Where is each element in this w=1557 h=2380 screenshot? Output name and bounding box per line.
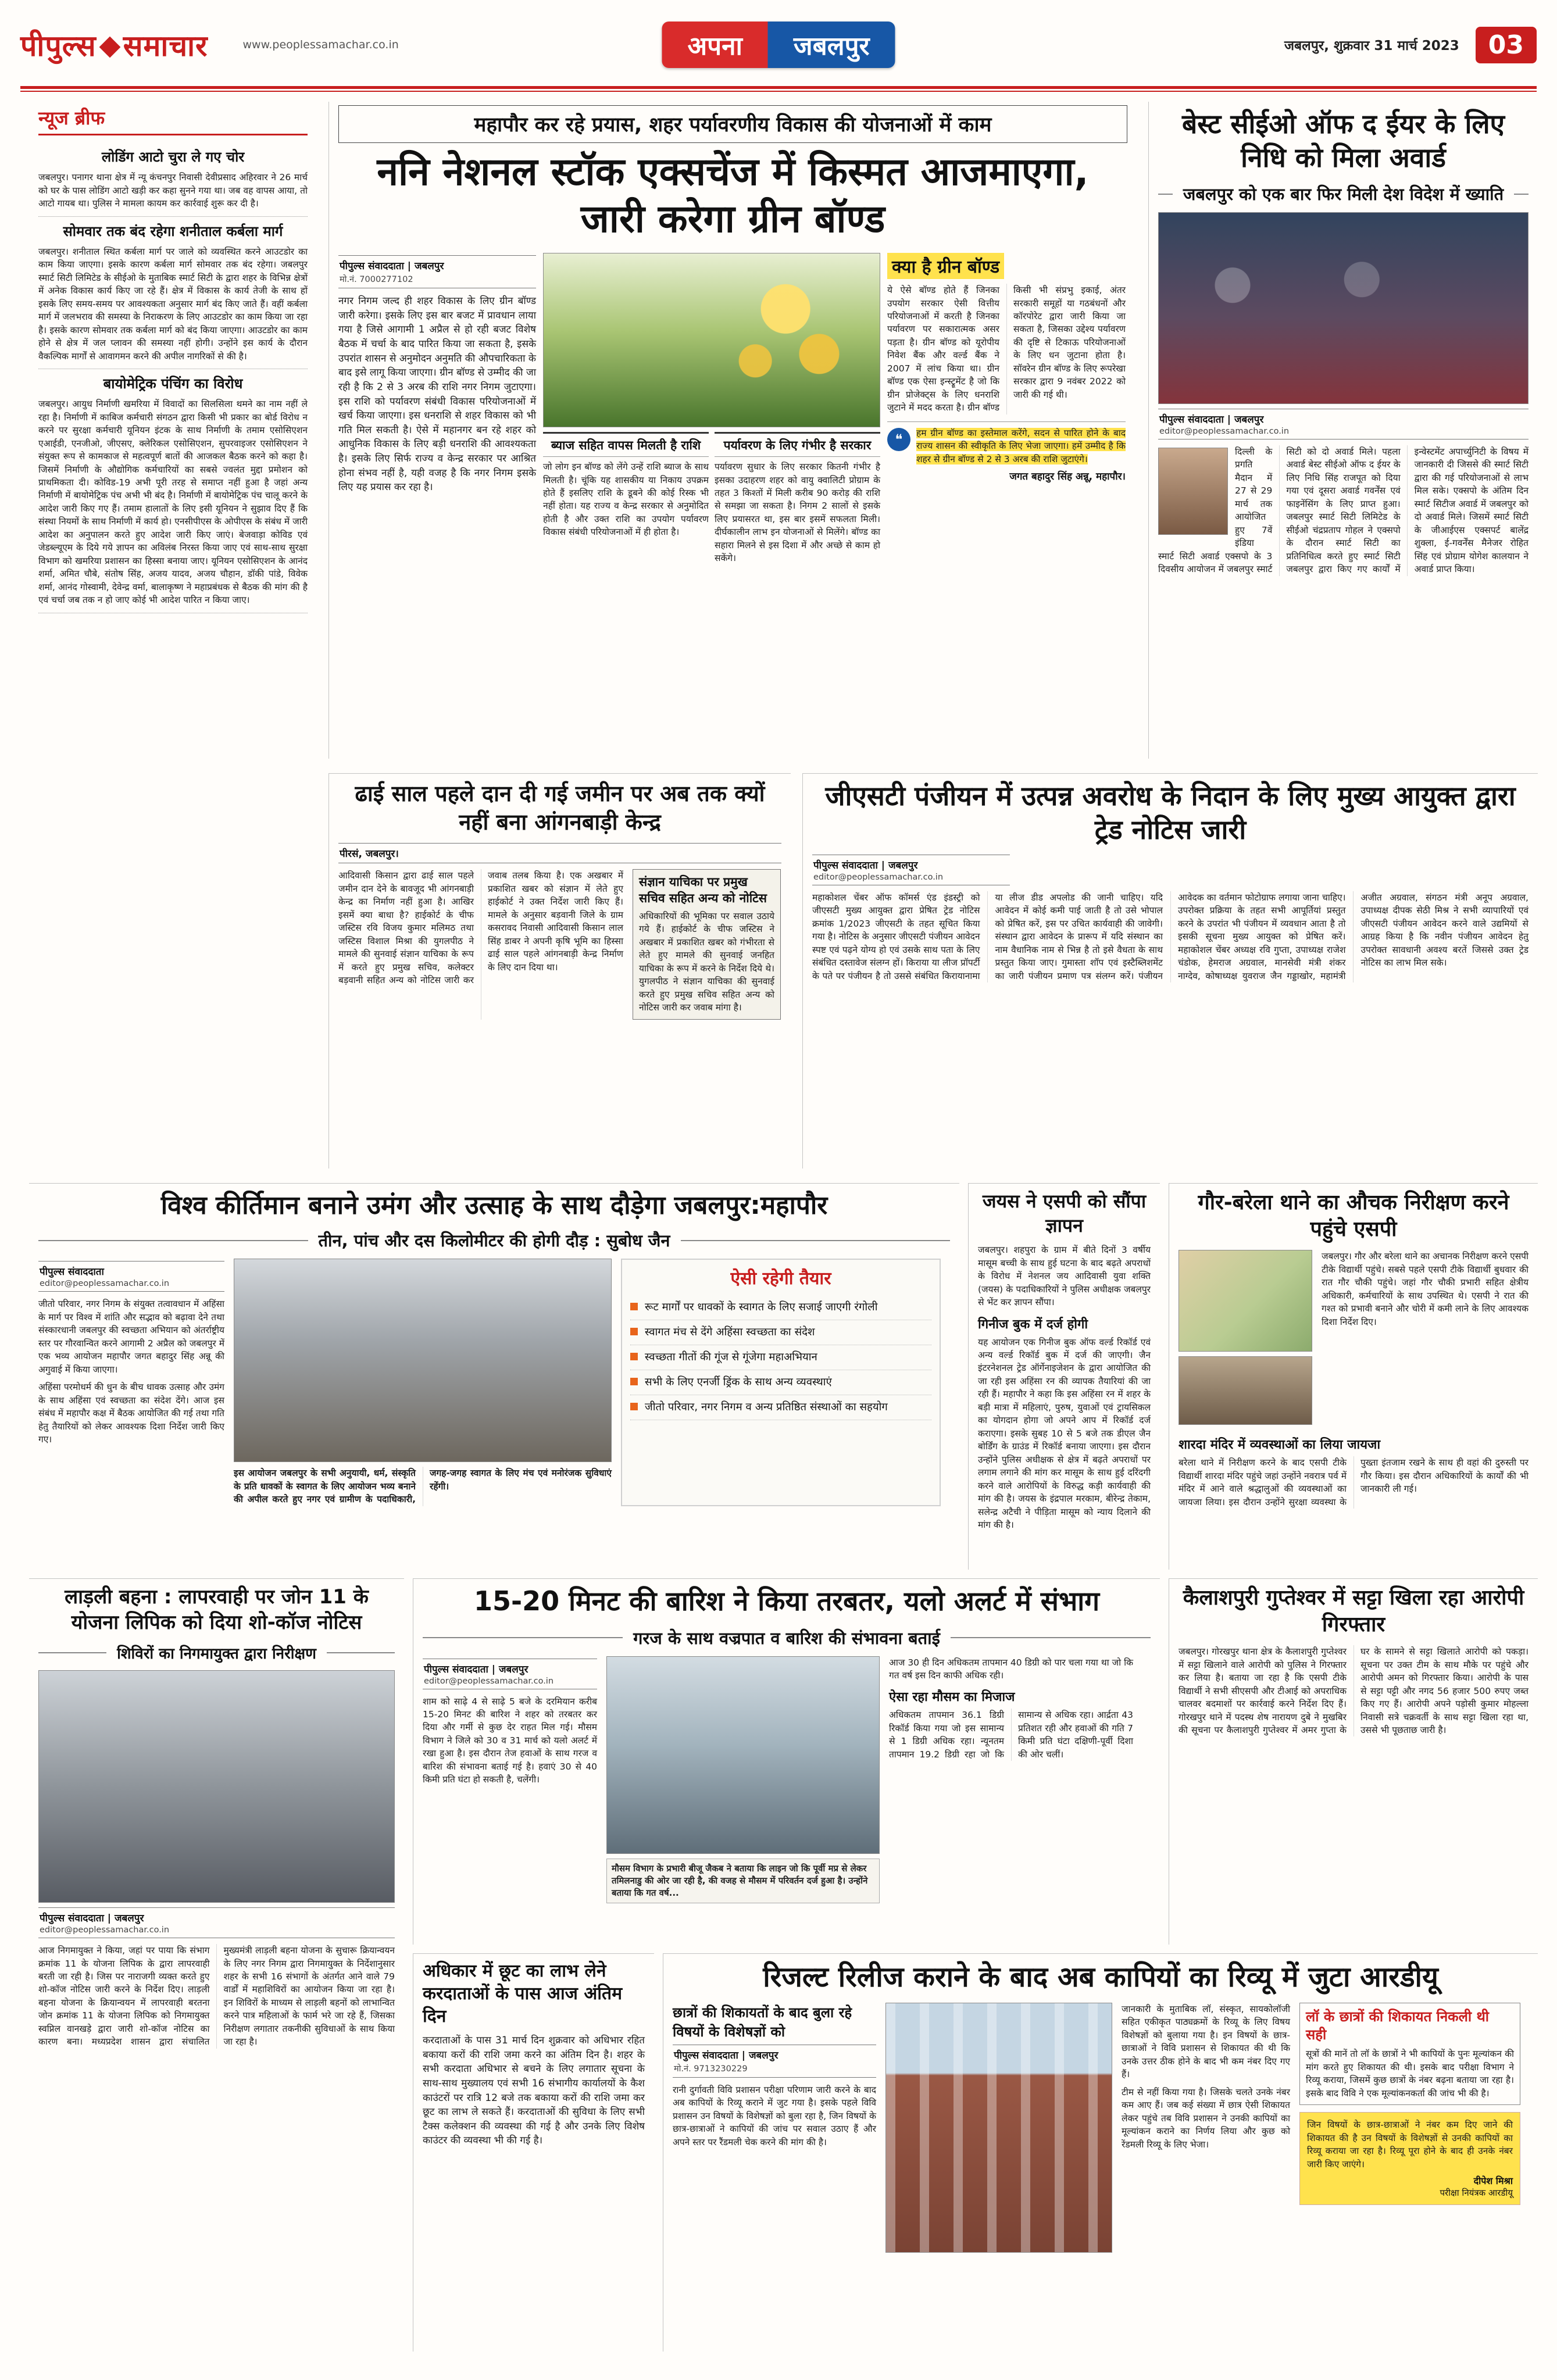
ladli-body: आज निगमायुक्त ने किया, जहां पर पाया कि संभाग क्रमांक 11 के योजना लिपिक के द्वारा लापरवाही बरती जा रही है। जिस पर नाराजगी व्यक्त करते हुए शो-कॉज नोटिस जारी करने के निर्देश दिए। लाड़ली बहना योजना के क्रियान्वयन में लापरवाही बरतना जोन क्रमांक 11 के योजना लिपिक को निगमायुक्त स्वप्निल वानखड़े द्वारा जारी शो-कॉज नोटिस का कारण बना। मध्यप्रदेश शासन द्वारा संचालित मुख्यमंत्री लाड़ली बहना योजना के सुचारू क्रियान्वयन के लिए नगर निगम द्वारा निगमायुक्त के निर्देशानुसार शहर के सभी 16 संभागों के अंतर्गत आने वाले 79 वार्डों में महाशिविरों का आयोजन किया जा रहा है। इन शिविरों के माध्यम से लाड़ली बहनों को लाभान्वित करने पात्र महिलाओं के फार्म भरे जा रहे हैं, जिसका निरीक्षण लगातार तकनीकी सुविधाओं के साथ किया जा रहा है। <box>38 1945 395 2047</box>
logo-emblem-icon <box>99 36 120 58</box>
satta-body: जबलपुर। गोरखपुर थाना क्षेत्र के कैलाशपुरी गुप्तेश्वर में सट्टा खिलाने वाले आरोपी को पुलिस ने गिरफ्तार कर लिया है। बताया जा रहा है कि एसपी टीके विद्यार्थी ने सभी सीएसपी और टीआई को अपराधिक चालवर बदमाशों पर कार्रवाई करने निर्देश दिए हैं। गोरखपुर थाने में पदस्थ शेष नारायण दुबे ने मुखबिर की सूचना पर कैलाशपुरी गुप्तेश्वर में अमर गुप्ता के घर के सामने से सट्टा खिलाते आरोपी को पकड़ा। सूचना पर उक्त टीम के साथ मौके पर पहुंचे और आरोपी अमन को गिरफ्तार किया। आरोपी के पास से सट्टा पट्टी और नगद 56 हजार 500 रुपए जब्त किए गए हैं। आरोपी अपने पड़ोसी कुमार मोहल्ला निवासी सत्रे चक्रवर्ती के साथ सट्टा खिला रहा था, उससे भी पूछताछ जारी है। <box>1179 1646 1529 1735</box>
byline: पीपुल्स संवाददाता | जबलपुर <box>340 260 444 273</box>
byline: पीरसं, जबलपुर। <box>340 848 399 860</box>
green-bond-right-column <box>887 253 1126 565</box>
award-subhead-text: जबलपुर को एक बार फिर मिली देश विदेश में ख्याति <box>1183 184 1504 204</box>
rdu-middle-text-column <box>1122 2003 1290 2257</box>
jays-body-2: यह आयोजन एक गिनीज बुक ऑफ वर्ल्ड रिकॉर्ड एवं अन्य वर्ल्ड रिकॉर्ड बुक में दर्ज की जाएगी। जैन इंटरनेशनल ट्रेड ऑर्गेनाइजेशन के द्वारा आयोजित की जा रही इस अहिंसा रन की व्यापक तैयारियां की जा रही हैं। महापौर ने कहा कि इस अहिंसा रन में शहर के बड़ी मात्रा में महिलाएं, पुरुष, युवाओं एवं ट्रायसिकल का योगदान होगा जो अपने आप में रिकॉर्ड दर्ज कराएगा। इसके सुबह 10 से 5 बजे तक डीएल जैन बोर्डिंग के ग्राउंड में रिकॉर्ड बनाया जाएगा। इस दौरान उन्होंने पुलिस अधीक्षक से क्षेत्र में बढ़ते अपराधों पर लगाम लगाने की मांग कर मासूम के साथ हुई दरिंदगी करने वाले आरोपियों के विरुद्ध कड़ी कार्यवाही की मांग की है। जयस के इंद्रपाल मरकाम, बीरेन्द्र तेकाम, सलेन्द्र अटैची ने पीड़िता मासूम को न्याय दिलाने की मांग की है। <box>978 1336 1151 1531</box>
article-rdu-review <box>663 1953 1538 2352</box>
police-station-photo <box>1179 1356 1312 1425</box>
what-is-green-bond-title: क्या है ग्रीन बॉण्ड <box>887 253 1004 279</box>
award-subhead <box>1158 183 1529 205</box>
quote-icon: ❝ <box>887 428 910 451</box>
contact-email: editor@peoplessamachar.co.in <box>424 1676 554 1686</box>
preparation-box <box>621 1259 941 1506</box>
preparation-item: स्वागत मंच से देंगे अहिंसा स्वच्छता का संदेश <box>630 1320 931 1345</box>
interest-return-box <box>543 432 709 565</box>
subbox-body: पर्यावरण सुधार के लिए सरकार कितनी गंभीर है इसका उदाहरण शहर को वायु क्वालिटी प्रोग्राम के तहत 3 किश्तों में मिली करीब 90 करोड़ की राशि से समझा जा सकता है। निगम 2 सालों से इसके लिए प्रयासरत था, इस बार इसमें सफलता मिली। दीर्घकालीन लाभ इन योजनाओं से मिलेंगे। बॉण्ड का सहारा मिलने से इस दिशा में और अच्छे से काम हो सकेंगे। <box>715 462 880 564</box>
contact-email: editor@peoplessamachar.co.in <box>813 873 944 882</box>
controller-quote-title: परीक्षा नियंत्रक आरडीयू <box>1440 2188 1513 2199</box>
jays-headline: जयस ने एसपी को सौंपा ज्ञापन <box>982 1190 1147 1237</box>
rain-street-photo <box>606 1656 880 1854</box>
byline: पीपुल्स संवाददाता | जबलपुर <box>674 2050 779 2061</box>
rain-subhead-text: गरज के साथ वज्रपात व बारिश की संभावना बताई <box>633 1628 940 1648</box>
byline: पीपुल्स संवाददाता | जबलपुर <box>1159 414 1264 426</box>
guinness-crosshead: गिनीज बुक में दर्ज होगी <box>978 1317 1088 1332</box>
law-complaint-body: सूत्रों की मानें तो लॉ के छात्रों ने भी कापियों के पुनः मूल्यांकन की मांग करते हुए शिकायत की थी। इसके बाद परीक्षा विभाग ने रिव्यू कराया, जिसमें कुछ छात्रों के नंबर बढ़ना बताया जा रहा है। इसके बाद विवि ने एक मूल्यांकनकर्ता की जांच भी की है। <box>1306 2049 1514 2099</box>
aanganwadi-body: आदिवासी किसान द्वारा ढाई साल पहले जमीन दान देने के बावजूद भी आंगनबाड़ी केन्द्र का निर्माण नहीं हुआ है। आखिर इसमें क्या बाधा है? हाईकोर्ट के चीफ जस्टिस रवि विजय कुमार मलिमठ तथा जस्टिस विशाल मिश्रा की युगलपीठ ने मामले की सुनवाई संज्ञान याचिका के रूप में करते हुए प्रमुख सचिव, कलेक्टर बड़वानी सहित अन्य को नोटिस जारी कर जवाब तलब किया है। एक अखबार में प्रकाशित खबर को संज्ञान में लेते हुए हाईकोर्ट ने उक्त निर्देश जारी किए हैं। मामले के अनुसार बड़वानी जिले के ग्राम कसरावद निवासी आदिवासी किसान लाल सिंह डाबर ने अपनी कृषि भूमि का हिस्सा ढाई साल पहले आंगनबाड़ी केन्द्र निर्माण के लिए दान दिया था। <box>338 870 623 985</box>
preparation-item: जीतो परिवार, नगर निगम व अन्य प्रतिष्ठित संस्थाओं का सहयोग <box>630 1395 931 1420</box>
green-bond-body: नगर निगम जल्द ही शहर विकास के लिए ग्रीन बॉण्ड जारी करेगा। इसके लिए इस बार बजट में प्रावधान लाया गया है जिसे आगामी 1 अप्रैल से हो रही बजट विशेष बैठक में चर्चा के बाद पारित किया जा सकता है, इसके उपरांत शासन से अनुमोदन अनुमति की औपचारिकता के बाद इसे लागू किया जाएगा। ग्रीन बॉण्ड से उम्मीद की जा रही है कि 2 से 3 अरब की राशि नगर निगम जुटाएगा। इस राशि को पर्यावरण संबंधी विकास परियोजनाओं में खर्च किया जाएगा। इस धनराशि से शहर विकास को भी गति मिल सकती है। ऐसे में महानगर बन रहे शहर को आधुनिक विकास के लिए बड़ी धनराशि की आवश्यकता है। इसके लिए सिर्फ राज्य व केन्द्र सरकार पर आश्रित होना संभव नहीं है, यही वजह है कि नगर निगम इसके लिए यह प्रयास कर रहा है। <box>338 295 536 494</box>
green-bond-left-column <box>338 253 536 565</box>
jays-body: जबलपुर। शहपुरा के ग्राम में बीते दिनों 3 वर्षीय मासूम बच्ची के साथ हुई घटना के बाद बढ़ते अपराधों के विरोध में नेशनल जय आदिवासी युवा शक्ति (जयस) के पदाधिकारियों ने पुलिस अधीक्षक जबलपुर से भेंट कर ज्ञापन सौंपा। <box>978 1245 1151 1308</box>
byline-bar <box>1158 409 1529 439</box>
rdu-subhead: छात्रों की शिकायतों के बाद बुला रहे विषयों के विशेषज्ञों को <box>673 2004 852 2040</box>
run-body-2: अहिंसा परमोधर्म की धुन के बीच धावक उत्साह और उमंग के साथ अहिंसा एवं स्वच्छता का संदेश देंगे। आज इस संबंध में महापौर कक्ष में बैठक आयोजित की गई तथा गति हेतु तैयारियों को लेकर आवश्यक दिशा निर्देश जारी किए गए। <box>38 1382 224 1445</box>
article-green-bond <box>328 102 1137 759</box>
contact-number: मो.नं. 7000277102 <box>340 275 413 285</box>
run-subhead <box>38 1229 950 1252</box>
gst-headline: जीएसटी पंजीयन में उत्पन्न अवरोध के निदान के लिए मुख्य आयुक्त द्वारा ट्रेड नोटिस जारी <box>825 780 1516 845</box>
byline-bar <box>38 1907 395 1938</box>
news-brief-body: जबलपुर। पनागर थाना क्षेत्र में न्यू कंचनपुर निवासी देवीप्रसाद अहिरवार ने 26 मार्च को घर के पास लोडिंग आटो खड़ी कर कहा सुनने गया था। जब वह वापस आया, तो आटो गायब था। पुलिस ने मामला कायम कर कार्रवाई शुरू कर दी है। <box>38 172 308 209</box>
nidhi-portrait-photo <box>1158 448 1228 535</box>
article-gst-trade-notice <box>802 773 1538 1168</box>
rdu-body-2: जानकारी के मुताबिक लॉ, संस्कृत, सायकोलॉजी सहित एकीकृत पाठ्यक्रमों के रिव्यू के लिए विषय विशेषज्ञों को बुलाया गया है। इन विषयों के छात्र-छात्राओं ने विवि प्रशासन से शिकायत की थी कि उनके उत्तर ठीक होने के बाद भी कम नंबर दिए गए हैं। <box>1122 2004 1290 2080</box>
camp-inspection-photo <box>38 1670 395 1903</box>
rain-subhead <box>423 1627 1151 1649</box>
byline: पीपुल्स संवाददाता | जबलपुर <box>424 1663 528 1675</box>
byline-bar <box>423 1659 597 1689</box>
tax-body: करदाताओं के पास 31 मार्च दिन शुक्रवार को अधिभार रहित बकाया करों की राशि जमा करने का अंतिम दिन है। शहर के सभी करदाता अधिभार से बचने के लिए लगातार सूचना के साथ-साथ मुख्यालय एवं सभी 16 संभागीय कार्यालयों के कैश काउंटरों पर रात्रि 12 बजे तक बकाया करों की राशि जमा कर छूट का लाभ ले सकते हैं। करदाताओं की सुविधा के लिए सभी टैक्स कलेक्शन की व्यवस्था की गई है और उनके लिए विशेष काउंटर की व्यवस्था भी की गई है। <box>423 2035 645 2147</box>
satta-headline: कैलाशपुरी गुप्तेश्वर में सट्टा खिला रहा आरोपी गिरफ्तार <box>1183 1586 1524 1637</box>
news-brief-headline: लोडिंग आटो चुरा ले गए चोर <box>101 149 245 165</box>
run-subhead-text: तीन, पांच और दस किलोमीटर की होगी दौड़ : सुबोध जैन <box>318 1231 670 1251</box>
news-brief-item <box>38 217 308 369</box>
byline-bar <box>338 255 536 288</box>
rain-left-column <box>423 1656 597 1903</box>
article-best-ceo-award <box>1148 102 1538 759</box>
news-brief-item <box>38 142 308 217</box>
byline: पीपुल्स संवाददाता | जबलपुर <box>813 860 918 871</box>
sp-text-column <box>1322 1250 1529 1430</box>
subbox-body: जो लोग इन बॉण्ड को लेंगे उन्हें राशि ब्याज के साथ मिलती है। चूंकि यह शासकीय या निकाय उपक्रम होते हैं इसलिए राशि के डूबने की कोई रिस्क भी नहीं होता। यह राज्य व केन्द्र सरकार से अनुमोदित होती है और उक्त राशि का उपयोग पर्यावरण विकास संबंधी परियोजनाओं में ही होता है। <box>543 462 709 538</box>
rain-body-2: आज 30 ही दिन अधिकतम तापमान 40 डिग्री को पार चला गया था जो कि गत वर्ष इस दिन काफी अधिक रही। <box>889 1657 1133 1681</box>
green-bond-middle-column <box>543 253 880 565</box>
run-headline: विश्व कीर्तिमान बनाने उमंग और उत्साह के साथ दौड़ेगा जबलपुर:महापौर <box>160 1191 828 1220</box>
news-brief-item <box>38 369 308 613</box>
masthead <box>20 10 1537 79</box>
subbox-title: ब्याज सहित वापस मिलती है राशि <box>543 437 709 457</box>
contact-email: editor@peoplessamachar.co.in <box>40 1925 170 1935</box>
byline-bar <box>38 1261 224 1292</box>
byline-bar <box>338 843 781 863</box>
preparation-item: रूट मार्गों पर धावकों के स्वागत के लिए सजाई जाएगी रंगोली <box>630 1295 931 1320</box>
article-ladli-bahna <box>29 1578 404 2352</box>
gst-body: महाकोशल चेंबर ऑफ कॉमर्स एंड इंडस्ट्री को जीएसटी मुख्य आयुक्त द्वारा प्रेषित ट्रेड नोटिस क्रमांक 1/2023 जीएसटी के तहत सूचित किया गया है। नोटिस के अनुसार जीएसटी पंजीयन आवेदन स्पष्ट एवं पढ़ने योग्य हो एवं उसके साथ पता के लिए संबंधित दस्तावेज संलग्न हों। किराया या लीज प्रॉपर्टी के पते पर पंजीयन है तो उससे संबंधित किरायानामा या लीज डीड अपलोड की जानी चाहिए। यदि आवेदन में कोई कमी पाई जाती है तो उसे भोपाल को प्रेषित करें, इस पर उचित कार्यवाही की जावेगी। संस्थान द्वारा आवेदन के प्रारूप में यदि संस्थान का नाम वैधानिक नाम से भिन्न है तो इसे वैधता के साथ प्रस्तुत किया जाए। गुमास्ता शॉप एवं इस्टैब्लिशमेंट का जारी पंजीयन प्रमाण पत्र संलग्न करें। पंजीयन आवेदक का वर्तमान फोटोग्राफ लगाया जाना चाहिए। उपरोक्त प्रक्रिया के तहत सभी आपूर्तियां प्रस्तुत करने के उपरांत भी पंजीयन में व्यवधान आता है तो इसकी सूचना मुख्य आयुक्त को प्रेषित करें। महाकोशल चेंबर अध्यक्ष रवि गुप्ता, उपाध्यक्ष राजेश चंडोक, हेमराज अग्रवाल, मानसेवी मंत्री शंकर नाग्देव, कोषाध्यक्ष युवराज जैन गड्डाखोर, महामंत्री अजीत अग्रवाल, संगठन मंत्री अनूप अग्रवाल, उपाध्यक्ष दीपक सेठी मिश्र ने सभी व्यापारियों एवं जीएसटी पंजीयन आवेदन करने वाले उद्यमियों से आग्रह किया है कि नवीन पंजीयन आवेदन हेतु उपरोक्त सावधानी अवश्य बरतें जिससे उक्त ट्रेड नोटिस का लाभ मिल सके। <box>812 892 1529 981</box>
logo-text-right: समाचार <box>123 29 208 63</box>
law-complaint-box <box>1299 2003 1520 2105</box>
green-bond-plants-coins-photo <box>543 253 880 427</box>
notice-box-title: संज्ञान याचिका पर प्रमुख सचिव सहित अन्य को नोटिस <box>639 875 767 905</box>
what-is-green-bond-body: ये ऐसे बॉण्ड होते हैं जिनका उपयोग सरकार ऐसी वित्तीय परियोजनाओं में करती है जिनका पर्यावरण पर सकारात्मक असर पड़ता है। ग्रीन बॉण्ड को यूरोपीय निवेश बैंक और वर्ल्ड बैंक ने 2007 में लांच किया था। ग्रीन बॉण्ड एक ऐसा इन्स्ट्रूमेंट है जो कि ग्रीन प्रोजेक्ट्स के लिए धनराशि जुटाने में मदद करता है। ग्रीन बॉण्ड किसी भी संप्रभु इकाई, अंतर सरकारी समूहों या गठबंधनों और कॉरपोरेट द्वारा जारी किया जा सकता है, जिसका उद्देश्य पर्यावरण की दृष्टि से टिकाऊ परियोजनाओं के लिए धन जुटाना होता है। सॉवरेन ग्रीन बॉण्ड के लिए रूपरेखा सरकार द्वारा 9 नवंबर 2022 को जारी की गई थी। <box>887 285 1126 413</box>
ladli-subhead <box>38 1642 395 1663</box>
byline: पीपुल्स संवाददाता | जबलपुर <box>40 1913 144 1925</box>
preparation-box-title: ऐसी रहेगी तैयार <box>730 1268 831 1289</box>
sp-body-2: बरेला थाने में निरीक्षण करने के बाद एसपी टीके विद्यार्थी शारदा मंदिर पहुंचे जहां उन्होंने नवरात्र पर्व में मंदिर में आने वाले श्रद्धालुओं की व्यवस्थाओं का जायजा लिया। इस दौरान उन्होंने सुरक्षा व्यवस्था के पुख्ता इंतजाम रखने के साथ ही वहां की दुरुस्ती पर गौर किया। इस दौरान अधिकारियों के कार्यों की भी जानकारी ली गई। <box>1179 1457 1529 1507</box>
rdu-body-1: रानी दुर्गावती विवि प्रशासन परीक्षा परिणाम जारी करने के बाद अब कापियों के रिव्यू कराने में जुट गया है। इसके पहले विवि प्रशासन उन विषयों के विशेषज्ञों को बुला रहा है, जिन विषयों के छात्र-छात्राओं ने कापियों की जांच पर सवाल उठाए हैं और अपने स्तर पर रैंडमली चेक करने की मांग की है। <box>673 2085 876 2147</box>
byline-bar <box>812 855 1010 885</box>
controller-quote-box <box>1299 2112 1520 2205</box>
news-brief-body: जबलपुर। शनीताल स्थित कर्बला मार्ग पर जाले को व्यवस्थित करने आउटडोर का काम किया जाएगा। इसके कारण कर्बला मार्ग सोमवार तक बंद रहेगा। जबलपुर स्मार्ट सिटी लिमिटेड के सीईओ के मुताबिक स्मार्ट सिटी के द्वारा शहर के विभिन्न क्षेत्रों में अनेक विकास कार्य किए जा रहे हैं। क्षेत्र में विकास के कार्य तेजी के साथ हों इसके लिए समय-समय पर आवश्यकता अनुसार मार्ग बंद किए जाते हैं। वहीं कर्बला मार्ग में जलभराव की समस्या के निराकरण के लिए आउटडोर का काम किया जा रहा है। इसके कारण सोमवार तक कर्बला मार्ग को बंद किया जाएगा। आउटडोर का काम होने से क्षेत्र में जल प्लावन की समस्या नहीं होगी। उन्होंने इस कार्य के दौरान वैकल्पिक मार्गों से आवागमन करने की अपील नागरिकों से की है। <box>38 246 308 362</box>
mayor-quote-text: हम ग्रीन बॉण्ड का इस्तेमाल करेंगे, सदन से पारित होने के बाद राज्य शासन की स्वीकृति के लिए भेजा जाएगा। हमें उम्मीद है कि शहर से ग्रीन बॉण्ड से 2 से 3 अरब की राशि जुटाएंगे। <box>916 427 1126 464</box>
preparation-item: सभी के लिए एनर्जी ड्रिंक के साथ अन्य व्यवस्थाएं <box>630 1370 931 1395</box>
article-tax-deadline <box>413 1953 654 2352</box>
edition-banner-left: अपना <box>662 22 767 68</box>
newspaper-logo <box>20 25 208 65</box>
rdu-left-column <box>673 2003 876 2257</box>
news-brief-headline: बायोमेट्रिक पंचिंग का विरोध <box>103 376 243 392</box>
sp-body: जबलपुर। गौर और बरेला थाने का अचानक निरीक्षण करने एसपी टीके विद्यार्थी पहुंचे। सबसे पहले एसपी टीके विद्यार्थी बुधवार की रात गौर चौकी पहुंचे। जहां गौर चौकी प्रभारी सहित क्षेत्रीय अधिकारी, कर्मचारियों के साथ उपस्थित थे। एसपी ने रात की गश्त को प्रभावी बनाने और चोरी में कमी लाने के लिए आवश्यक दिशा निर्देश दिए। <box>1322 1251 1529 1327</box>
rdu-photo-column <box>885 2003 1112 2257</box>
masthead-rule <box>20 86 1537 92</box>
rain-body-3: अधिकतम तापमान 36.1 डिग्री रिकॉर्ड किया गया ज‍ो इस सामान्य से 1 डिग्री अधिक रहा। न्यूनतम तापमान 19.2 डिग्री रहा जो कि सामान्य से अधिक रहा। आर्द्रता 43 प्रतिशत रही और हवाओं की गति 7 किमी प्रति घंटा दक्षिणी-पूर्वी दिशा की ओर चलीं। <box>889 1710 1133 1760</box>
sp-photo-stack <box>1179 1250 1312 1430</box>
run-middle-column <box>234 1259 612 1506</box>
district-map-photo <box>1179 1250 1312 1352</box>
controller-quote-text: जिन विषयों के छात्र-छात्राओं ने नंबर कम दिए जाने की शिकायत की है उन विषयों के विशेषज्ञों से उनकी कापियों का रिव्यू कराया जा रहा है। रिव्यू पूरा होने के बाद ही उनके नंबर जारी किए जाएंगे। <box>1307 2120 1513 2170</box>
run-left-column <box>38 1259 224 1506</box>
mayor-quote <box>887 421 1126 483</box>
mayor-quote-attribution: जगत बहादुर सिंह अन्नू, महापौर। <box>1009 471 1126 483</box>
edition-banner-right: जबलपुर <box>768 22 895 68</box>
article-jays-memo <box>968 1183 1160 1570</box>
rain-headline: 15-20 मिनट की बारिश ने किया तरबतर, यलो अलर्ट में संभाग <box>473 1585 1100 1617</box>
award-ceremony-photo <box>1158 212 1529 404</box>
rain-body: शाम को साढ़े 4 से साढ़े 5 बजे के दरमियान करीब 15-20 मिनट की बारिश ने शहर को तरबतर कर दिया और गर्मी से कुछ देर राहत मिल गई। मौसम विभाग ने जिले को 30 व 31 मार्च को यलो अलर्ट में रखा हुआ है। इस दौरान तेज हवाओं के साथ गरज व बारिश की संभावना बताई गई है। हवाएं 30 से 40 किमी प्रति घंटा हो सकती है, चलेंगी। <box>423 1696 597 1785</box>
contact-email: editor@peoplessamachar.co.in <box>40 1279 170 1289</box>
aanganwadi-headline: ढाई साल पहले दान दी गई जमीन पर अब तक क्यों नहीं बना आंगनबाड़ी केन्द्र <box>355 781 765 835</box>
green-bond-headline: ननि नेशनल स्टॉक एक्सचेंज में किस्मत आजमाएगा, जारी करेगा ग्रीन बॉण्ड <box>377 149 1089 241</box>
rain-photo-caption: मौसम विभाग के प्रभारी बीजू जैकब ने बताया कि लाइन जो कि पूर्वी मप्र से लेकर तमिलनाडु की ओर जा रही है, की वजह से मौसम में परिवर्तन दर्ज हुआ है। उन्होंने बताया कि गत वर्ष... <box>606 1859 880 1903</box>
news-brief-title: न्यूज ब्रीफ <box>38 105 308 135</box>
controller-quote-attribution: दीपेश मिश्रा <box>1473 2175 1513 2187</box>
article-aanganwadi <box>328 773 791 1168</box>
award-headline: बेस्ट सीईओ ऑफ द ईयर के लिए निधि को मिला अवार्ड <box>1182 108 1505 173</box>
award-body-columns <box>1158 445 1529 576</box>
govt-serious-box <box>715 432 880 565</box>
dateline: जबलपुर, शुक्रवार 31 मार्च 2023 <box>1284 38 1459 53</box>
ladli-headline: लाड़ली बहना : लापरवाही पर जोन 11 के योजना लिपिक को दिया शो-कॉज नोटिस <box>65 1585 369 1634</box>
run-body: जीतो परिवार, नगर निगम के संयुक्त तत्वावधान में अहिंसा के मार्ग पर विश्व में शांति और सद्भाव को बढ़ावा देने तथा संस्कारधानी जबलपुर की स्वच्छता अभियान को अंतर्राष्ट्रीय स्तर पर गौरवान्वित करने आगामी 2 अप्रैल को जबलपुर में एक भव्य आयोजन महापौर जगत बहादुर सिंह अन्नू की अगुवाई में किया जाएगा। <box>38 1299 224 1375</box>
contact-number: मो.नं. 9713230229 <box>674 2064 748 2074</box>
tax-headline: अधिकार में छूट का लाभ लेने करदाताओं के पास आज अंतिम दिन <box>423 1961 623 2027</box>
news-brief-body: जबलपुर। आयुध निर्माणी खमरिया में विवादों का सिलसिला थमने का नाम नहीं ले रहा है। निर्माणी में काबिज कर्मचारी संगठन द्वारा किसी भी प्रकार का बोर्ड विरोध न करने पर सुरक्षा कर्मचारी यूनियन इंटक के साथ निर्माणी के तमाम एसोसिएशन एआईडी, एनजीओ, जीएसए, क्लेरिकल एसोसिएशन, सुपरवाइजर एसोसिएशन ने संयुक्त रूप से कामकाज से महत्वपूर्ण बातों की आजकल बैठक करने को कहा है। जिसमें निर्माणी के औद्योगिक कर्मचारियों का सबसे ज्वलंत मुद्दा प्रमोशन को प्राथमिकता दी। कोविड-19 अभी पूरी तरह से समाप्त नहीं हुआ है जहां अन्य निर्माणी में बायोमेट्रिक पंच अभी भी बंद है। निर्माणी में बायोमेट्रिक पंच चालू करने के आदेश जारी किए गए हैं। तमाम हालातों के लिए इसी यूनियन ने सुझाव दिए हैं कि संस्था नियमों के साथ निर्माणी में कार्य हो। एनसीपीएस के ओपीएस के संबंध में जारी आदेश का अनुपालन करते हुए आदेश जारी किए जाएं। बेजवाड़ा कोविड एवं जेडब्ल्यूएम के दिये गये ज्ञापन का अविलंब निरस्त किया जाए एवं साथ-साथ सुरक्षा विभाग को खमरिया प्रशासन का हिस्सा बनाया जाए। यूनियन एसोसिएशन के आनंद शर्मा, अमित चौबे, संतोष सिंह, अजय यादव, अजय चौहान, डॉकी पांडे, विवेक शर्मा, आनंद गोस्वामी, देवेन्द्र वर्मा, बालाकृष्ण ने महाप्रबंधक से बैठक की मांग की है एवं चर्चा जब तक न हो जाए कोई भी आदेश पारित न किया जाए। <box>38 399 308 606</box>
news-brief-headline: सोमवार तक बंद रहेगा शनीताल कर्बला मार्ग <box>63 223 283 240</box>
rdu-body-3: टीम से नहीं किया गया है। जिसके चलते उनके नंबर कम आए हैं। जब कई संख्या में छात्र ऐसी शिकायत लेकर पहुंचे तब विवि प्रशासन ने उनकी कापियों का मूल्यांकन कराने का निर्णय लिया और कुछ को रेंडमली रिव्यू के लिए भेजा। <box>1122 2086 1290 2150</box>
edition-banner <box>662 22 895 68</box>
rdu-right-column <box>1299 2003 1520 2257</box>
green-bond-kicker: महापौर कर रहे प्रयास, शहर पर्यावरणीय विकास की योजनाओं में काम <box>338 105 1127 143</box>
mayor-meeting-photo <box>234 1259 612 1462</box>
award-body: दिल्ली के प्रगति मैदान में 27 से 29 मार्च तक आयोजित हुए 7वें इंडिया स्मार्ट सिटी अवार्ड एक्सपो के 3 दिवसीय आयोजन में जबलपुर स्मार्ट सिटी को दो अवार्ड मिले। पहला अवार्ड बेस्ट सीईओ ऑफ द ईयर के लिए निधि सिंह राजपूत को दिया गया एवं दूसरा अवार्ड गवर्नेंस एवं फाइनेंसिंग के लिए प्राप्त हुआ। जबलपुर स्मार्ट सिटी लिमिटेड के सीईओ चंद्रप्रताप गोहल ने एक्सपो के दौरान स्मार्ट सिटी का प्रतिनिधित्व करते हुए स्मार्ट सिटी जबलपुर द्वारा किए गए कार्यों में इन्वेस्टमेंट अपार्च्युनिटी के विषय में जानकारी दी जिससे की स्मार्ट सिटी द्वारा की गई परियोजनाओं से लाभ मिल सके। एक्सपो के अंतिम दिन स्मार्ट सिटीज अवार्ड में जबलपुर को दो अवार्ड मिले। जिसमें स्मार्ट सिटी के जीआईएस एक्सपर्ट बालेंद्र शुक्ला, ई-गवर्नेंस मैनेजर रोहित सिंह एवं प्रोग्राम योगेश कालयान ने अवार्ड प्राप्त किया। <box>1158 446 1529 575</box>
logo-text-left: पीपुल्स <box>20 29 97 63</box>
page-number: 03 <box>1476 27 1537 63</box>
website-url: www.peoplessamachar.co.in <box>242 38 399 51</box>
article-ahimsa-run <box>29 1183 959 1570</box>
sp-headline: गौर-बरेला थाने का औचक निरीक्षण करने पहुंचे एसपी <box>1198 1191 1509 1242</box>
notice-box-body: अधिकारियों की भूमिका पर सवाल उठाये गये हैं। हाईकोर्ट के चीफ जस्टिस ने अखबार में प्रकाशित खबर को गंभीरता से लेते हुए मामले की सुनवाई जनहित याचिका के रूप में करने के निर्देश दिये थे। युगलपीठ ने संज्ञान याचिका की सुनवाई करते हुए प्रमुख सचिव सहित अन्य को नोटिस जारी कर जवाब मांगा है। <box>639 910 774 1013</box>
notice-box <box>633 869 781 1019</box>
sharda-mandir-crosshead: शारदा मंदिर में व्यवस्थाओं का लिया जायजा <box>1179 1438 1381 1453</box>
contact-email: editor@peoplessamachar.co.in <box>1159 427 1290 436</box>
weather-mood-crosshead: ऐसा रहा मौसम का मिजाज <box>889 1690 1015 1705</box>
rain-middle-column <box>606 1656 880 1903</box>
rdu-headline: रिजल्ट रिलीज कराने के बाद अब कापियों का रिव्यू में जुटा आरडीयू <box>763 1961 1438 1993</box>
ladli-subhead-text: शिविरों का निगमायुक्त द्वारा निरीक्षण <box>117 1645 316 1663</box>
university-building-photo <box>885 2003 1112 2253</box>
law-complaint-title: लॉ के छात्रों की शिकायत निकली थी सही <box>1306 2009 1489 2043</box>
run-photo-caption: इस आयोजन जबलपुर के सभी अनुयायी, धर्म, संस्कृति के प्रति धावकों के स्वागत के लिए आयोजन भव्य बनाने की अपील करते हुए नगर एवं ग्रामीण के पदाधिकारी, जगह-जगह स्वागत के लिए मंच एवं मनोरंजक सुविधाएं रहेंगी। <box>234 1468 612 1505</box>
article-rain-alert <box>413 1578 1160 1945</box>
news-brief-rail <box>29 102 317 1171</box>
article-satta-arrest <box>1169 1578 1538 1945</box>
article-sp-inspection <box>1169 1183 1538 1570</box>
rain-right-column <box>889 1656 1133 1903</box>
subbox-title: पर्यावरण के लिए गंभीर है सरकार <box>715 437 880 457</box>
preparation-item: स्वच्छता गीतों की गूंज से गूंजेगा महाअभियान <box>630 1345 931 1370</box>
preparation-list <box>630 1295 931 1420</box>
byline: पीपुल्स संवाददाता <box>40 1266 104 1278</box>
byline-bar <box>673 2045 876 2078</box>
